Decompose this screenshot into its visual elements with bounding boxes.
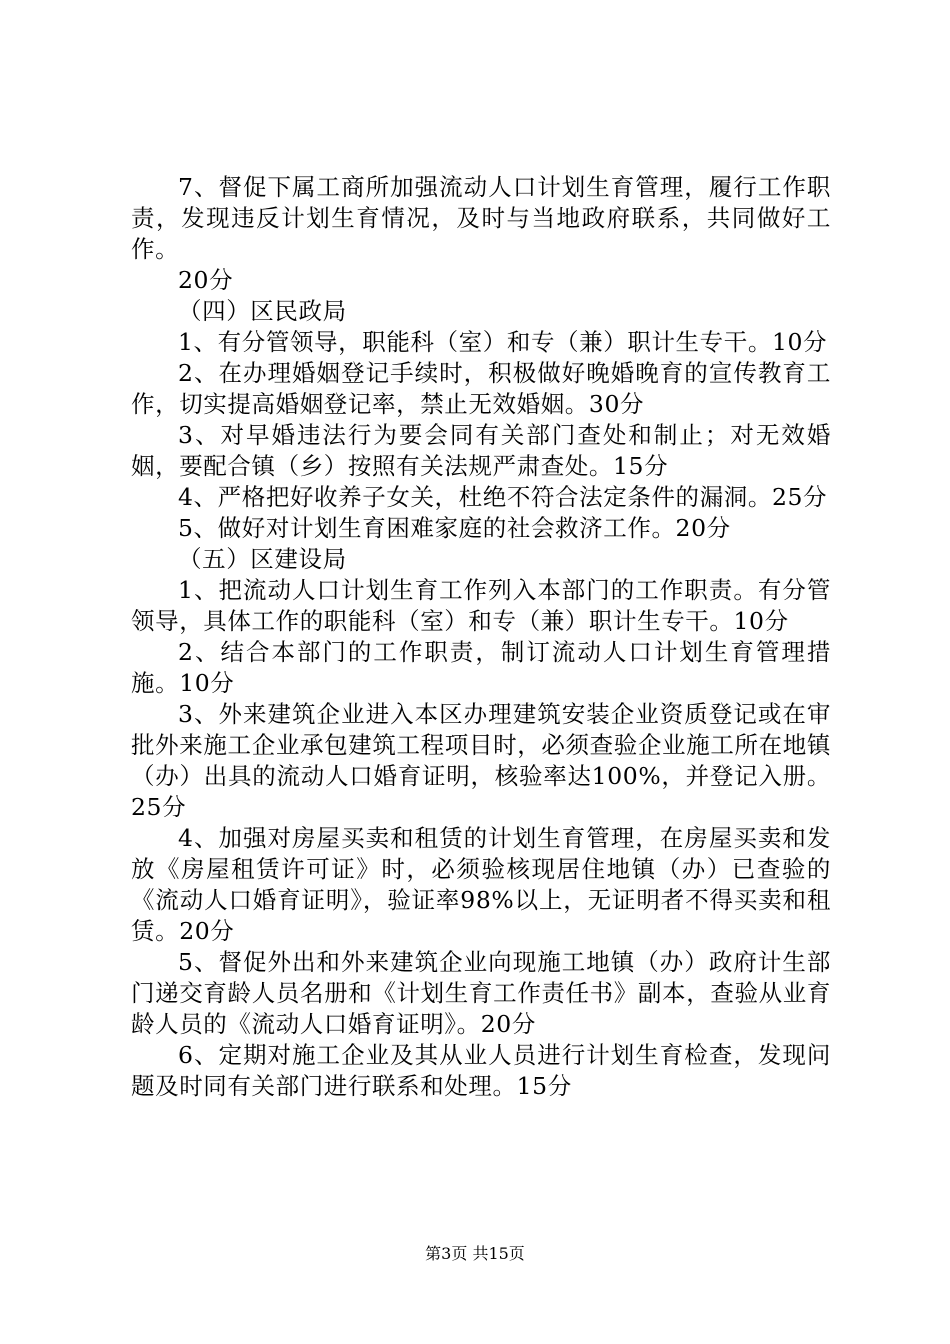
paragraph-minzheng-4: 4、严格把好收养子女关，杜绝不符合法定条件的漏洞。25分 [178, 483, 828, 511]
paragraph-minzheng-3: 3、对早婚违法行为要会同有关部门查处和制止；对无效婚姻，要配合镇（乡）按照有关法规严肃查处。15分 [131, 421, 831, 480]
paragraph-jianshe-2: 2、结合本部门的工作职责，制订流动人口计划生育管理措施。10分 [131, 638, 831, 697]
paragraph-minzheng-2: 2、在办理婚姻登记手续时，积极做好晚婚晚育的宣传教育工作，切实提高婚姻登记率，禁止无效婚姻。30分 [131, 359, 831, 418]
paragraph-score: 20分 [178, 266, 234, 294]
paragraph-jianshe-4: 4、加强对房屋买卖和租赁的计划生育管理，在房屋买卖和发放《房屋租赁许可证》时，必须验核现居住地镇（办）已查验的《流动人口婚育证明》，验证率98%以上，无证明者不得买卖和租赁。20分 [131, 824, 831, 945]
paragraph-jianshe-3: 3、外来建筑企业进入本区办理建筑安装企业资质登记或在审批外来施工企业承包建筑工程项目时，必须查验企业施工所在地镇（办）出具的流动人口婚育证明，核验率达100%，并登记入册。25分 [131, 700, 831, 821]
paragraph-minzheng-1: 1、有分管领导，职能科（室）和专（兼）职计生专干。10分 [178, 328, 828, 356]
paragraph-minzheng-5: 5、做好对计划生育困难家庭的社会救济工作。20分 [178, 514, 731, 542]
paragraph-item-7-gongshang: 7、督促下属工商所加强流动人口计划生育管理，履行工作职责，发现违反计划生育情况，及时与当地政府联系，共同做好工作。 [131, 173, 831, 263]
section-heading-jianshe: （五）区建设局 [178, 545, 347, 573]
paragraph-jianshe-6: 6、定期对施工企业及其从业人员进行计划生育检查，发现问题及时同有关部门进行联系和处理。15分 [131, 1041, 831, 1100]
paragraph-jianshe-1: 1、把流动人口计划生育工作列入本部门的工作职责。有分管领导，具体工作的职能科（室）和专（兼）职计生专干。10分 [131, 576, 831, 635]
section-heading-minzheng: （四）区民政局 [178, 297, 347, 325]
page-number-footer: 第3页 共15页 [425, 1244, 525, 1263]
document-body [131, 172, 831, 1102]
paragraph-jianshe-5: 5、督促外出和外来建筑企业向现施工地镇（办）政府计生部门递交育龄人员名册和《计划生育工作责任书》副本，查验从业育龄人员的《流动人口婚育证明》。20分 [131, 948, 831, 1038]
